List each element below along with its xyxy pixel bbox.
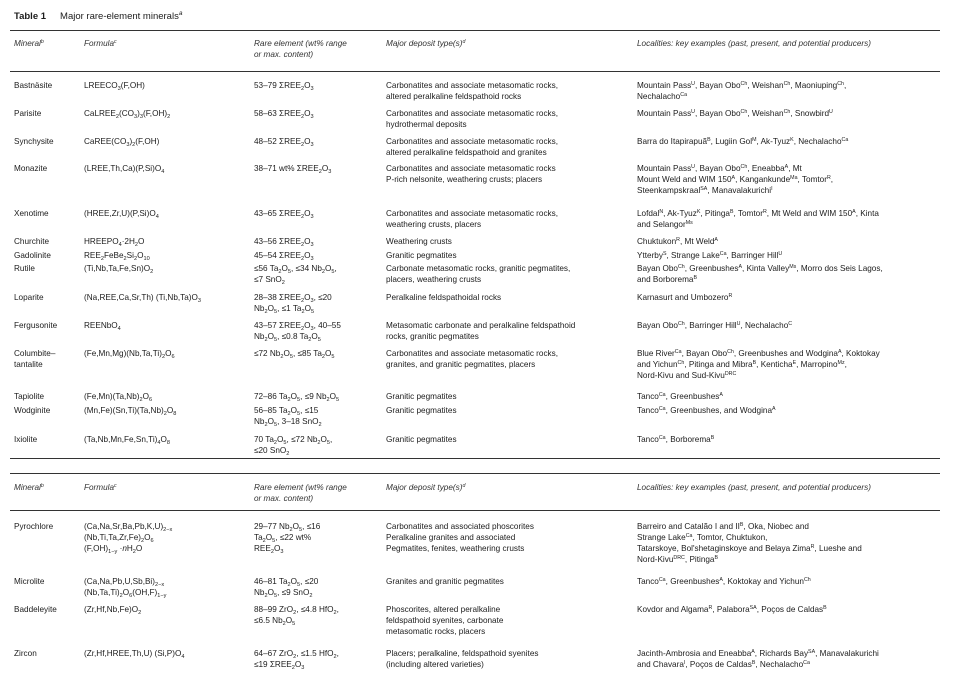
cell-line: Granitic pegmatites [386, 406, 457, 415]
cell-line: Granitic pegmatites [386, 251, 457, 260]
cell-line: ≤19 $\Sigma REE_2O_3$ [254, 660, 305, 671]
cell-line: Tanco$^{Ca}$, Borborema$^B$ [637, 434, 715, 444]
cell-line: $(Fe,Mn,Mg)(Nb,Ta,Ti)_2O_6$ [84, 349, 175, 360]
column-header-footnote: c [114, 482, 117, 489]
column-header [637, 38, 871, 49]
cell-rare [254, 208, 314, 219]
table-caption [14, 10, 182, 22]
cell-line: $REE_2FeBe_2Si_2O_{10}$ [84, 251, 150, 262]
column-header-label [84, 482, 117, 493]
cell-line: and Borborema$^B$ [637, 274, 697, 284]
cell-deposit [386, 405, 457, 416]
cell-line: Chuktukon$^R$, Mt Weld$^A$ [637, 236, 718, 246]
cell-line: Carbonatites and associate metasomatic rocks [386, 164, 556, 173]
cell-line: placers, weathering crusts [386, 275, 482, 284]
cell-deposit [386, 320, 575, 342]
cell-localities [637, 434, 714, 445]
column-header [637, 482, 871, 493]
cell-line: 58–63 $\Sigma REE_2O_3$ [254, 109, 314, 120]
cell-line: $Ta_2O_5$, ≤22 wt% [254, 533, 312, 544]
cell-line: Phoscorites, altered peralkaline [386, 605, 501, 614]
cell-line: granites, and granitic pegmatites, placers [386, 360, 536, 369]
cell-line: Tanco$^{Ca}$, Greenbushes$^A$, Koktokay and Yichun$^{Ch}$ [637, 576, 811, 586]
cell-line: 48–52 $\Sigma REE_2O_3$ [254, 137, 314, 148]
cell-line: Carbonatites and associated phoscorites [386, 522, 534, 531]
cell-line: Columbite– [14, 349, 56, 358]
cell-line: (including altered varieties) [386, 660, 484, 669]
cell-line: Loparite [14, 293, 44, 302]
cell-mineral [14, 208, 49, 219]
cell-mineral [14, 434, 37, 445]
cell-line: Barra do Itapirapuã$^B$, Lugiin Gol$^M$, Ak-Tyuz$^K$, Nechalacho$^{Ca}$ [637, 136, 849, 146]
cell-line: Mountain Pass$^U$, Bayan Obo$^{Ch}$, Weishan$^{Ch}$, Maoniuping$^{Ch}$, [637, 80, 847, 90]
cell-localities [637, 648, 879, 670]
cell-line: $LREECO_3(F,OH)$ [84, 81, 145, 92]
cell-line: ≤6.5 $Nb_2O_5$ [254, 616, 296, 627]
cell-deposit [386, 292, 501, 303]
cell-deposit [386, 250, 457, 261]
cell-deposit [386, 108, 558, 130]
cell-formula [84, 521, 172, 554]
cell-line: Placers; peralkaline, feldspathoid syenites [386, 649, 539, 658]
column-header-label [386, 482, 465, 493]
cell-formula [84, 292, 201, 303]
cell-line: Granites and granitic pegmatites [386, 577, 504, 586]
cell-line: 28–38 $\Sigma REE_2O_3$, ≤20 [254, 293, 332, 304]
cell-mineral [14, 80, 52, 91]
cell-line: Lofdal$^N$, Ak-Tyuz$^K$, Pitinga$^B$, Tomtor$^R$, Mt Weld and WIM $150^A$, Kinta [637, 208, 879, 218]
cell-line: metasomatic rocks, placers [386, 627, 486, 636]
cell-line: 88–99 ZrO$_2$, ≤4.8 HfO$_2$, [254, 605, 339, 616]
cell-rare [254, 576, 318, 598]
cell-line: and Yichun$^{Ch}$, Pitinga and Mibra$^B$, Kenticha$^E$, Marropino$^{Mz}$, [637, 359, 847, 369]
cell-line: Wodginite [14, 406, 51, 415]
cell-line: and Chavara$^I$, Poços de Caldas$^B$, Nechalacho$^{Ca}$ [637, 659, 810, 669]
cell-deposit [386, 208, 558, 230]
cell-localities [637, 292, 732, 303]
cell-line: altered peralkaline feldspathoid rocks [386, 92, 522, 101]
cell-line: Mount Weld and WIM $150^A$, Kangankunde$^{Ma}$, Tomtor$^R$, [637, 174, 834, 184]
cell-mineral [14, 348, 55, 370]
cell-mineral [14, 236, 49, 247]
cell-line: hydrothermal deposits [386, 120, 467, 129]
cell-line: $Nb_2O_5$, ≤1 $Ta_2O_5$ [254, 304, 315, 315]
cell-line: Tatarskoye, Bol'shetaginskoye and Belaya Zima$^R$, Lueshe and [637, 543, 862, 553]
cell-line: Karnasurt and Umbozero$^R$ [637, 292, 733, 302]
cell-line: P-rich nelsonite, weathering crusts; placers [386, 175, 543, 184]
cell-line: Peralkaline feldspathoidal rocks [386, 293, 502, 302]
panel-bottom-rule [10, 458, 940, 459]
cell-line: ≤56 $Ta_2O_5$, ≤34 $Nb_2O_5$, [254, 264, 337, 275]
cell-line: Ytterby$^S$, Strange Lake$^{Ca}$, Barringer Hill$^U$ [637, 250, 783, 260]
cell-formula [84, 250, 150, 261]
cell-deposit [386, 163, 556, 185]
cell-rare [254, 391, 339, 402]
cell-line: REENbO$_4$ [84, 321, 121, 332]
cell-rare [254, 163, 331, 174]
cell-localities [637, 263, 883, 285]
cell-line: Mountain Pass$^U$, Bayan Obo$^{Ch}$, Eneabba$^A$, Mt [637, 163, 802, 173]
cell-rare [254, 108, 314, 119]
cell-line: Blue River$^{Ca}$, Bayan Obo$^{Ch}$, Greenbushes and Wodgina$^A$, Koktokay [637, 348, 880, 358]
cell-mineral [14, 648, 37, 659]
table-title-footnote: a [178, 10, 183, 17]
cell-line: $CaLREE_2(CO_3)_3(F,OH)_2$ [84, 109, 171, 120]
column-header [14, 482, 44, 493]
cell-line: Tanco$^{Ca}$, Greenbushes, and Wodgina$^A$ [637, 405, 776, 415]
cell-line: Synchysite [14, 137, 54, 146]
cell-rare [254, 263, 337, 285]
cell-line: $(HREE,Zr,U)(P,Si)O_4$ [84, 209, 159, 220]
cell-formula [84, 263, 153, 274]
cell-line: Metasomatic carbonate and peralkaline feldspathoid [386, 321, 576, 330]
cell-line: Carbonatites and associate metasomatic rocks, [386, 109, 559, 118]
cell-line: Gadolinite [14, 251, 51, 260]
cell-formula [84, 648, 184, 659]
column-header-label [254, 482, 347, 493]
cell-localities [637, 521, 862, 565]
cell-formula [84, 208, 159, 219]
cell-line: 70 $Ta_2O_5$, ≤72 $Nb_2O_5$, [254, 435, 333, 446]
cell-line: Peralkaline granites and associated [386, 533, 516, 542]
cell-line: Churchite [14, 237, 50, 246]
column-header-label-line2: or max. content) [254, 50, 314, 59]
cell-line: Tanco$^{Ca}$, Greenbushes$^A$ [637, 391, 723, 401]
caption-rule [10, 30, 940, 31]
cell-mineral [14, 163, 47, 174]
column-header-label [386, 38, 465, 49]
cell-localities [637, 136, 848, 147]
cell-formula [84, 604, 141, 615]
cell-localities [637, 348, 880, 381]
cell-line: $HREEPO_4\cdot 2H_2O$ [84, 237, 145, 248]
cell-line: 46–81 $Ta_2O_5$, ≤20 [254, 577, 319, 588]
column-header [84, 482, 117, 493]
cell-deposit [386, 648, 538, 670]
column-header-label [254, 38, 347, 49]
cell-formula [84, 391, 152, 402]
cell-line: 43–56 $\Sigma REE_2O_3$ [254, 237, 314, 248]
cell-line: Nord-Kivu and Sud-Kivu$^{DRC}$ [637, 370, 737, 380]
cell-line: ≤20 SnO$_2$ [254, 446, 290, 457]
cell-formula [84, 163, 164, 174]
cell-localities [637, 391, 723, 402]
cell-line: $(Zr,Hf,Nb,Fe)O_2$ [84, 605, 142, 616]
cell-line: Zircon [14, 649, 37, 658]
cell-formula [84, 348, 175, 359]
cell-rare [254, 348, 335, 359]
cell-localities [637, 208, 879, 230]
column-header-text: Mineral [14, 483, 41, 492]
cell-rare [254, 521, 320, 554]
cell-deposit [386, 263, 570, 285]
cell-line: Xenotime [14, 209, 49, 218]
cell-line: 29–77 $Nb_2O_5$, ≤16 [254, 522, 321, 533]
cell-line: 43–65 $\Sigma REE_2O_3$ [254, 209, 314, 220]
cell-line: Microlite [14, 577, 45, 586]
cell-deposit [386, 348, 558, 370]
cell-line: Pyrochlore [14, 522, 54, 531]
cell-localities [637, 604, 827, 615]
cell-rare [254, 80, 314, 91]
column-header-label-line2: or max. content) [254, 494, 314, 503]
cell-line: $REE_2O_3$ [254, 544, 284, 555]
column-header-label [14, 38, 44, 49]
cell-rare [254, 236, 314, 247]
cell-deposit [386, 80, 558, 102]
cell-line: $(Mn,Fe)(Sn,Ti)(Ta,Nb)_2O_8$ [84, 406, 177, 417]
cell-line: ≤7 SnO$_2$ [254, 275, 285, 286]
cell-deposit [386, 136, 558, 158]
cell-localities [637, 405, 776, 416]
cell-line: Bastnäsite [14, 81, 53, 90]
cell-line: $(Ca,Na,Sr,Ba,Pb,K,U)_{2-x}$ [84, 522, 173, 533]
cell-line: Monazite [14, 164, 48, 173]
cell-line: $(Ca,Na,Pb,U,Sb,Bi)_{2-x}$ [84, 577, 165, 588]
cell-line: 43–57 $\Sigma REE_2O_3$, 40–55 [254, 321, 341, 332]
cell-mineral [14, 521, 53, 532]
cell-line: weathering crusts, placers [386, 220, 482, 229]
cell-rare [254, 434, 332, 456]
cell-formula [84, 576, 166, 598]
column-header [14, 38, 44, 49]
cell-rare [254, 320, 341, 342]
cell-line: Kovdor and Algama$^R$, Palabora$^{SA}$, Poços de Caldas$^B$ [637, 604, 827, 614]
column-header-text: Mineral [14, 39, 41, 48]
cell-localities [637, 108, 833, 119]
cell-line: Ixiolite [14, 435, 38, 444]
cell-line: (Na,REE,Ca,Sr,Th) $(Ti,Nb,Ta)O_3$ [84, 293, 202, 304]
cell-line: rocks, granitic pegmatites [386, 332, 479, 341]
cell-formula [84, 236, 144, 247]
cell-line: Parisite [14, 109, 42, 118]
cell-mineral [14, 604, 57, 615]
cell-mineral [14, 405, 50, 416]
cell-line: (Zr,Hf,HREE,Th,U) $(Si,P)O_4$ [84, 649, 185, 660]
cell-rare [254, 250, 314, 261]
column-header-text: Formula [84, 39, 115, 48]
cell-line: $Nb_2O_5$, 3–18 SnO$_2$ [254, 417, 322, 428]
column-header [254, 38, 347, 60]
cell-line: tantalite [14, 360, 43, 369]
cell-line: Rutile [14, 264, 35, 273]
cell-line: $(LREE,Th,Ca)(P,Si)O_4$ [84, 164, 165, 175]
cell-mineral [14, 292, 44, 303]
column-header-label [637, 482, 871, 493]
cell-rare [254, 292, 332, 314]
cell-deposit [386, 236, 452, 247]
cell-formula [84, 108, 170, 119]
cell-localities [637, 163, 833, 196]
column-header-text: Localities: key examples (past, present, and potential producers) [637, 483, 871, 492]
cell-line: and Selangor$^{Ms}$ [637, 219, 693, 229]
table-title: Major rare-element minerals [60, 11, 179, 22]
cell-localities [637, 236, 718, 247]
cell-line: Baddeleyite [14, 605, 57, 614]
cell-line: $CaREE(CO_3)_2(F,OH)$ [84, 137, 160, 148]
cell-line: Granitic pegmatites [386, 392, 457, 401]
cell-line: Nechalacho$^{Ca}$ [637, 91, 688, 101]
cell-line: Mountain Pass$^U$, Bayan Obo$^{Ch}$, Weishan$^{Ch}$, Snowbird$^U$ [637, 108, 833, 118]
cell-line: Steenkampskraal$^{SA}$, Manavalakurichi$^I$ [637, 185, 773, 195]
cell-line: 64–67 ZrO$_2$, ≤1.5 HfO$_2$, [254, 649, 339, 660]
column-header-text: Localities: key examples (past, present, and potential producers) [637, 39, 871, 48]
cell-line: $(Ti,Nb,Ta,Fe,Sn)O_2$ [84, 264, 154, 275]
cell-line: $(Ta,Nb,Mn,Fe,Sn,Ti)_4O_8$ [84, 435, 171, 446]
cell-line: Strange Lake$^{Ca}$, Tomtor, Chuktukon, [637, 532, 768, 542]
cell-localities [637, 320, 792, 331]
column-header-footnote: b [40, 38, 44, 45]
cell-line: 53–79 $\Sigma REE_2O_3$ [254, 81, 314, 92]
cell-mineral [14, 136, 54, 147]
cell-line: 72–86 $Ta_2O_5$, ≤9 $Nb_2O_5$ [254, 392, 340, 403]
cell-deposit [386, 391, 457, 402]
cell-mineral [14, 320, 57, 331]
cell-line: Carbonatites and associate metasomatic rocks, [386, 137, 559, 146]
cell-deposit [386, 434, 457, 445]
cell-mineral [14, 108, 41, 119]
cell-line: Carbonatites and associate metasomatic rocks, [386, 81, 559, 90]
header-rule [10, 510, 940, 511]
column-header-text: Rare element (wt% range [254, 39, 347, 48]
column-header-text: Major deposit type(s) [386, 39, 463, 48]
column-header [84, 38, 117, 49]
cell-line: 45–54 $\Sigma REE_2O_3$ [254, 251, 314, 262]
cell-formula [84, 136, 159, 147]
column-header-footnote: b [40, 482, 44, 489]
cell-line: Bayan Obo$^{Ch}$, Barringer Hill$^U$, Nechalacho$^C$ [637, 320, 793, 330]
cell-rare [254, 604, 339, 626]
cell-formula [84, 434, 170, 445]
cell-rare [254, 136, 314, 147]
cell-line: Nord-Kivu$^{DRC}$, Pitinga$^B$ [637, 554, 719, 564]
cell-line: Bayan Obo$^{Ch}$, Greenbushes$^A$, Kinta Valley$^{Ms}$, Morro dos Seis Lagos, [637, 263, 883, 273]
cell-line: Carbonatites and associate metasomatic rocks, [386, 209, 559, 218]
cell-deposit [386, 604, 503, 637]
column-header-footnote: d [462, 482, 466, 489]
cell-line: feldspathoid syenites, carbonate [386, 616, 504, 625]
cell-line: $(Nb,Ta,Ti)_2O_6(OH,F)_{1-y}$ [84, 588, 167, 599]
cell-localities [637, 576, 811, 587]
panel-top-rule [10, 473, 940, 474]
column-header-label [637, 38, 871, 49]
cell-line: Weathering crusts [386, 237, 452, 246]
cell-mineral [14, 250, 51, 261]
cell-line: Pegmatites, fenites, weathering crusts [386, 544, 525, 553]
table-label: Table 1 [14, 11, 47, 22]
cell-formula [84, 80, 145, 91]
column-header-footnote: c [114, 38, 117, 45]
header-rule [10, 71, 940, 72]
column-header-text: Major deposit type(s) [386, 483, 463, 492]
cell-line: Carbonatites and associate metasomatic rocks, [386, 349, 559, 358]
cell-formula [84, 405, 176, 416]
cell-mineral [14, 263, 35, 274]
cell-line: altered peralkaline feldspathoid and granites [386, 148, 547, 157]
cell-line: Carbonate metasomatic rocks, granitic pegmatites, [386, 264, 571, 273]
cell-line: Tapiolite [14, 392, 45, 401]
cell-mineral [14, 576, 44, 587]
column-header [254, 482, 347, 504]
column-header [386, 482, 465, 493]
cell-line: 38–71 wt% $\Sigma REE_2O_3$ [254, 164, 332, 175]
column-header-label [84, 38, 117, 49]
cell-line: Fergusonite [14, 321, 58, 330]
cell-line: $Nb_2O_5$, ≤0.8 $Ta_2O_5$ [254, 332, 321, 343]
cell-localities [637, 80, 846, 102]
column-header-label [14, 482, 44, 493]
cell-rare [254, 405, 322, 427]
cell-line: $(F,OH)_{1-y} \cdot nH_2O$ [84, 544, 143, 555]
column-header [386, 38, 465, 49]
cell-line: $(Fe,Mn)(Ta,Nb)_2O_6$ [84, 392, 153, 403]
cell-deposit [386, 521, 534, 554]
cell-line: 56–85 $Ta_2O_5$, ≤15 [254, 406, 319, 417]
cell-line: Barreiro and Catalão I and $II^B$, Oka, Niobec and [637, 521, 809, 531]
cell-deposit [386, 576, 504, 587]
cell-line: $Nb_2O_5$, ≤9 SnO$_2$ [254, 588, 313, 599]
cell-line: ≤72 $Nb_2O_5$, ≤85 $Ta_2O_5$ [254, 349, 335, 360]
cell-localities [637, 250, 782, 261]
column-header-footnote: d [462, 38, 466, 45]
cell-line: $(Nb,Ti,Ta,Zr,Fe)_2O_6$ [84, 533, 154, 544]
cell-formula [84, 320, 121, 331]
cell-mineral [14, 391, 44, 402]
cell-line: Jacinth-Ambrosia and Eneabba$^A$, Richards Bay$^{SA}$, Manavalakurichi [637, 648, 879, 658]
column-header-text: Rare element (wt% range [254, 483, 347, 492]
column-header-text: Formula [84, 483, 115, 492]
cell-rare [254, 648, 339, 670]
cell-line: Granitic pegmatites [386, 435, 457, 444]
